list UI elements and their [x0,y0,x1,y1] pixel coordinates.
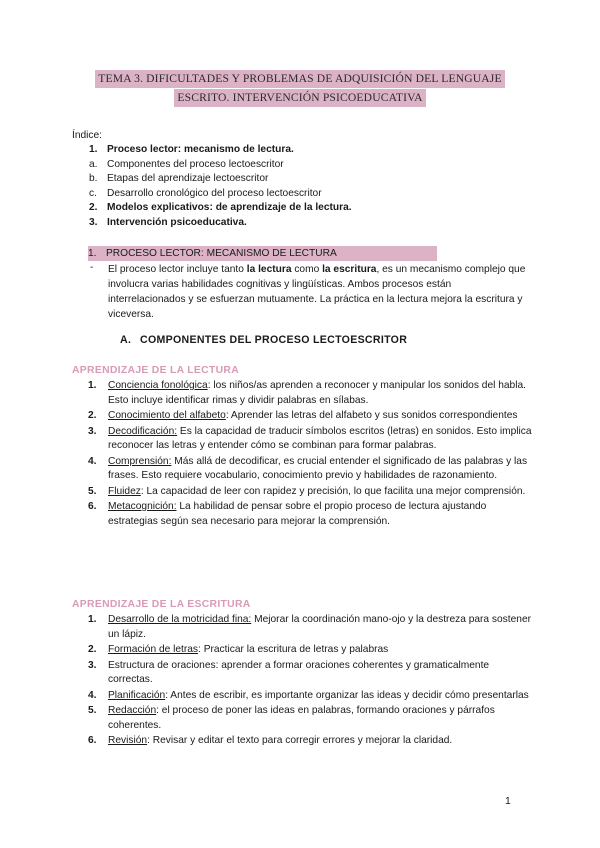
list-item: 2. Formación de letras: Practicar la escritura de letras y palabras [88,644,389,655]
writing-list [72,613,532,750]
index-item: 2. Modelos explicativos: de aprendizaje de la lectura. [89,202,352,213]
reading-list [72,379,532,530]
list-item: 4. Planificación: Antes de escribir, es importante organizar las ideas y decidir cómo presentarlas [88,689,529,701]
reading-heading: APRENDIZAJE DE LA LECTURA [72,365,240,376]
writing-heading: APRENDIZAJE DE LA ESCRITURA [72,599,251,610]
table-of-contents [72,128,532,230]
list-item: 5. Fluidez: La capacidad de leer con rapidez y precisión, lo que facilita una mejor comprensión. [88,485,526,497]
list-item: 3. Decodificación: Es la capacidad de traducir símbolos escritos (letras) en sonidos. Esto implica reconocer las letras y entender cómo se combinan para formar palabras. [88,425,532,451]
document-title [70,70,530,108]
index-item: 1. Proceso lector: mecanismo de lectura. [89,144,294,155]
list-item: 6. Metacognición: La habilidad de pensar sobre el propio proceso de lectura ajustando estrategias según sea necesario para mejorar la comprensión. [88,501,487,527]
list-item: 6. Revisión: Revisar y editar el texto para corregir errores y mejorar la claridad. [88,735,453,746]
page-number: 1 [505,796,511,807]
title-line-1: TEMA 3. DIFICULTADES Y PROBLEMAS DE ADQUISICIÓN DEL LENGUAJE [95,70,504,88]
list-item: 3. Estructura de oraciones: aprender a formar oraciones coherentes y gramaticalmente correctas. [88,659,490,685]
index-label: Índice: [72,130,103,141]
index-item: a. Componentes del proceso lectoescritor [89,158,284,170]
list-item: 1. Desarrollo de la motricidad fina: Mejorar la coordinación mano-ojo y la destreza para sostener un lápiz. [88,614,531,640]
index-item: c. Desarrollo cronológico del proceso lectoescritor [89,187,322,199]
index-item: b. Etapas del aprendizaje lectoescritor [89,173,269,184]
list-item: 4. Comprensión: Más allá de decodificar, es crucial entender el significado de las palabras y las frases. Esto requiere vocabulario, conocimiento previo y habilidades de razonamiento. [88,455,528,481]
section-1-heading: 1. PROCESO LECTOR: MECANISMO DE LECTURA [88,246,437,261]
title-line-2: ESCRITO. INTERVENCIÓN PSICOEDUCATIVA [174,89,425,107]
index-item: 3. Intervención psicoeducativa. [89,216,247,228]
list-item: 2. Conocimiento del alfabeto: Aprender las letras del alfabeto y sus sonidos correspondientes [88,410,518,421]
subsection-a-heading: A. COMPONENTES DEL PROCESO LECTOESCRITOR [120,334,408,346]
section-1-intro: - El proceso lector incluye tanto la lectura como la escritura, es un mecanismo complejo que involucra varias habilidades cognitivas y lingüísticas. Ambos procesos están interrelacionados y se esfuerzan mutuamente. La práctica en la lectura mejora la escritura y viceversa. [90,262,526,320]
list-item: 1. Conciencia fonológica: los niños/as aprenden a reconocer y manipular los sonidos del habla. Esto incluye identificar rimas y dividir palabras en sílabas. [88,380,526,406]
list-item: 5. Redacción: el proceso de poner las ideas en palabras, formando oraciones y párrafos coherentes. [88,705,495,731]
